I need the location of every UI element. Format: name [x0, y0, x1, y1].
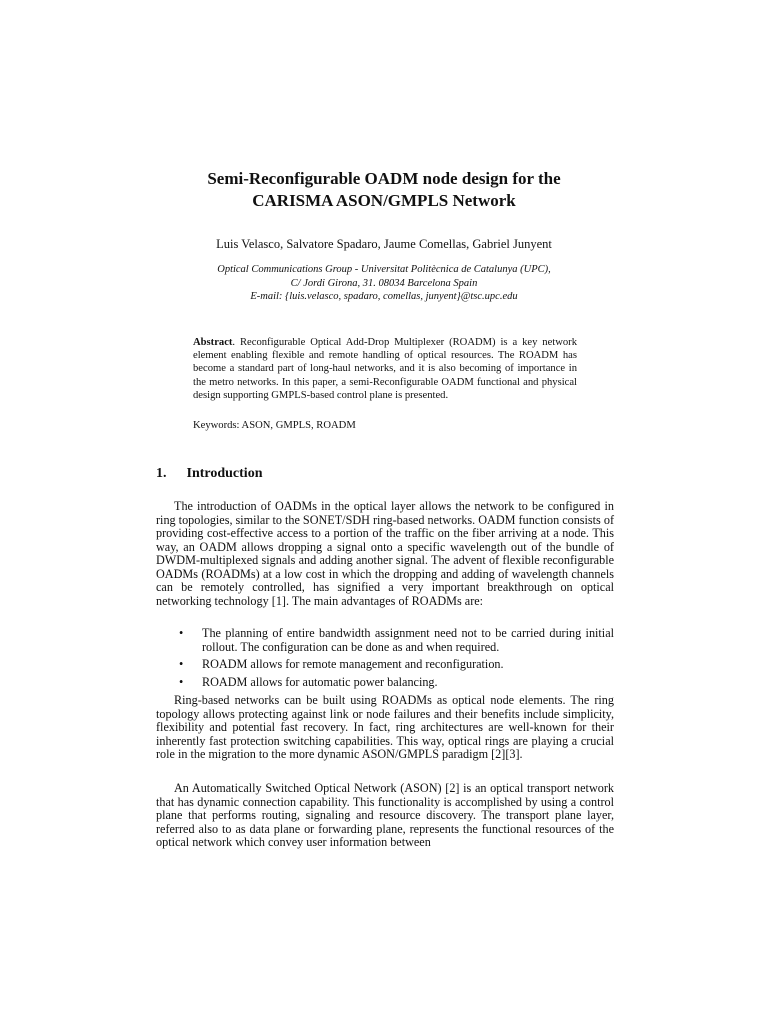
list-item-text: ROADM allows for automatic power balancing.: [202, 674, 438, 689]
list-item-text: The planning of entire bandwidth assignment need not to be carried during initial rollout. The configuration can be done as and when required.: [202, 626, 614, 654]
section-number: 1.: [156, 466, 167, 481]
author-list: Luis Velasco, Salvatore Spadaro, Jaume Comellas, Gabriel Junyent: [216, 237, 552, 251]
affiliation-line-2: C/ Jordi Girona, 31. 08034 Barcelona Spain: [290, 277, 478, 289]
paragraph-text: An Automatically Switched Optical Network (ASON) [2] is an optical transport network that has dynamic connection capability. This functionality is accomplished by using a control plane that performs routing, signaling and resource discovery. The transport plane layer, referred also to as data plane or forwarding plane, represents the functional resources of the optical network which convey user information between: [156, 781, 614, 849]
list-item-text: ROADM allows for remote management and reconfiguration.: [202, 657, 504, 671]
paper-title: [0, 168, 768, 212]
keywords: Keywords: ASON, GMPLS, ROADM: [193, 420, 356, 431]
section-heading: [156, 465, 262, 483]
paragraph-text: The introduction of OADMs in the optical layer allows the network to be configured in ring topologies, similar to the SONET/SDH ring-based networks. OADM function consists of providing cost-effective access to a portion of the traffic on the fiber arriving at a node. This way, an OADM allows dropping a signal onto a specific wavelength out of the bundle of DWDM-multiplexed signals and adding another signal. The advent of flexible reconfigurable OADMs (ROADMs) at a low cost in which the dropping and adding of wavelength channels can be remotely controlled, has signified a very important breakthrough on optical networking technology [1]. The main advantages of ROADMs are:: [156, 499, 615, 608]
title-line-2: CARISMA ASON/GMPLS Network: [252, 191, 516, 210]
list-item: [156, 658, 614, 672]
abstract: [193, 336, 577, 402]
affiliation-email: E-mail: {luis.velasco, spadaro, comellas, junyent}@tsc.upc.edu: [250, 291, 518, 302]
list-item: [156, 627, 614, 654]
body-paragraph-1: [156, 500, 614, 608]
list-item: [156, 676, 614, 690]
bullet-icon: •: [179, 674, 184, 689]
abstract-text: . Reconfigurable Optical Add-Drop Multiplexer (ROADM) is a key network element enabling flexible and remote handling of optical resources. The ROADM has become a standard part of long-haul networks, and it is also becoming of importance in the metro networks. In this paper, a semi-Reconfigurable OADM functional and physical design supporting GMPLS-based control plane is presented.: [193, 337, 577, 401]
affiliation-line-1: Optical Communications Group - Universitat Politècnica de Catalunya (UPC),: [217, 264, 551, 275]
title-line-1: Semi-Reconfigurable OADM node design for the: [207, 169, 561, 188]
abstract-label: Abstract: [193, 337, 233, 348]
affiliation: [0, 263, 768, 304]
advantages-list: [156, 627, 614, 693]
body-paragraph-2: [156, 694, 614, 762]
bullet-icon: •: [179, 626, 184, 640]
body-paragraph-3: [156, 782, 614, 850]
section-title: Introduction: [186, 466, 263, 481]
bullet-icon: •: [179, 657, 184, 671]
paragraph-text: Ring-based networks can be built using ROADMs as optical node elements. The ring topology allows protecting against link or node failures and their benefits include simplicity, flexibility and potential fast recovery. In fact, ring architectures are well-known for their inherently fast protection switching capabilities. This way, optical rings are playing a crucial role in the migration to the more dynamic ASON/GMPLS paradigm [2][3].: [156, 693, 614, 761]
